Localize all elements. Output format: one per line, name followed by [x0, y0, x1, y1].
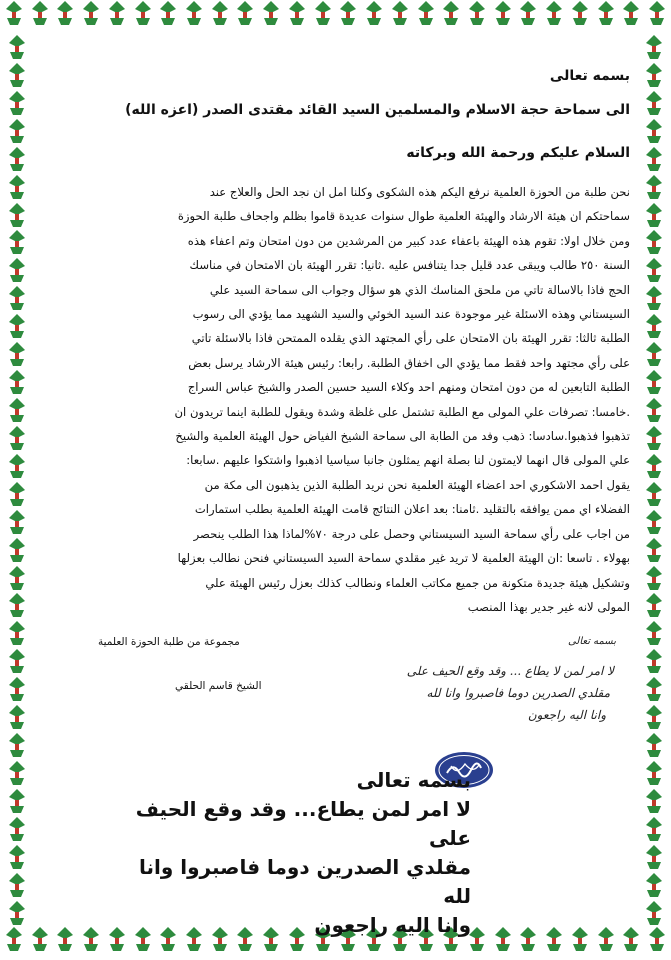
border-ornament [81, 926, 101, 952]
border-ornament [644, 648, 664, 674]
body-line: بهولاء . تاسعا :ان الهيئة العلمية لا تريد غير مقلدي سماحة السيد السيستاني فنحن نطالب بعزلها [177, 551, 630, 566]
border-ornament [7, 90, 27, 116]
border-ornament [184, 0, 204, 26]
border-ornament [7, 704, 27, 730]
border-ornament [644, 146, 664, 172]
body-line: يقول احمد الاشكوري احد اعضاء الهيئة العلمية نحن نريد الطلبة الذين يذهبون الى مكة من [204, 477, 630, 492]
border-ornament [261, 0, 281, 26]
border-ornament [644, 592, 664, 618]
border-ornament [644, 481, 664, 507]
border-ornament [7, 760, 27, 786]
border-ornament [4, 0, 24, 26]
border-ornament [647, 0, 667, 26]
border-ornament [7, 257, 27, 283]
quote-line: مقلدي الصدرين دوما فاصبروا وانا لله [138, 855, 471, 908]
border-ornament [81, 0, 101, 26]
border-ornament [518, 0, 538, 26]
border-ornament [107, 0, 127, 26]
border-ornament [7, 146, 27, 172]
border-ornament [644, 341, 664, 367]
typed-quote [131, 766, 471, 940]
border-ornament [644, 62, 664, 88]
body-line: المولى لانه غير جدير بهذا المنصب [467, 599, 630, 614]
border-ornament [7, 509, 27, 535]
border-ornament [493, 926, 513, 952]
border-ornament [644, 537, 664, 563]
handnote-line: وانا اليه راجعون [527, 708, 606, 722]
border-ornament [7, 341, 27, 367]
border-ornament [7, 425, 27, 451]
border-ornament [390, 0, 410, 26]
page-border-left [0, 34, 34, 926]
body-line: السيستاني وهذه الاسئلة غير موجودة عند السيد الخوئي والسيد الشهيد مما يؤدي الى رسوب [192, 307, 630, 322]
border-ornament [7, 62, 27, 88]
border-ornament [364, 0, 384, 26]
sender-group: مجموعة من طلبة الحوزة العلمية [98, 636, 240, 648]
body-line: الطلبة ثالثا: تقرر الهيئة بان الامتحان على رأي المجتهد الذي يقلده الممتحن فاذا بالاسئلة تاتي [191, 331, 630, 346]
handnote-line: لا امر لمن لا يطاع ... وقد وقع الحيف على [406, 664, 614, 678]
page-border-right [637, 34, 671, 926]
border-ornament [467, 0, 487, 26]
border-ornament [441, 0, 461, 26]
body-line: علي المولى قال انهما لايمتون لنا بصلة انهم يمثلون جانبا سياسيا اذهبوا واشتكوا عليهم .سابعا: [186, 453, 630, 468]
border-ornament [644, 676, 664, 702]
border-ornament [644, 90, 664, 116]
quote-line: لا امر لمن يطاع... وقد وقع الحيف على [135, 797, 471, 850]
quote-line: وانا اليه راجعون [314, 913, 471, 937]
border-ornament [644, 732, 664, 758]
border-ornament [210, 0, 230, 26]
border-ornament [644, 257, 664, 283]
border-ornament [133, 0, 153, 26]
border-ornament [7, 118, 27, 144]
border-ornament [7, 788, 27, 814]
page-border-top [0, 0, 671, 34]
border-ornament [7, 648, 27, 674]
border-ornament [30, 926, 50, 952]
border-ornament [416, 0, 436, 26]
border-ornament [644, 453, 664, 479]
border-ornament [644, 174, 664, 200]
border-ornament [644, 118, 664, 144]
border-ornament [518, 926, 538, 952]
border-ornament [7, 592, 27, 618]
border-ornament [644, 34, 664, 60]
handwritten-note [346, 636, 616, 732]
border-ornament [644, 872, 664, 898]
body-line: ومن خلال اولا: تقوم هذه الهيئة باعفاء عدد كبير من المرشدين من دون امتحان وتم اعفاء هذه [187, 233, 630, 248]
border-ornament [644, 565, 664, 591]
border-ornament [544, 926, 564, 952]
border-ornament [570, 0, 590, 26]
border-ornament [644, 900, 664, 926]
border-ornament [644, 704, 664, 730]
border-ornament [644, 369, 664, 395]
border-ornament [235, 0, 255, 26]
body-line: وتشكيل هيئة جديدة متكونة من جميع مكاتب العلماء ونطالب كذلك بعزل رئيس الهيئة علي [205, 575, 630, 590]
border-ornament [621, 926, 641, 952]
border-ornament [7, 537, 27, 563]
border-ornament [7, 34, 27, 60]
border-ornament [644, 816, 664, 842]
body-line: .خامسا: تصرفات علي المولى مع الطلبة تشتمل على غلظة وشدة ويقول للطلبة اينما تريدون ان [174, 404, 630, 419]
body-line: تذهبوا فذهبوا.سادسا: ذهب وفد من الطابة الى سماحة الشيخ الفياض حول الهيئة العلمية والشيخ [175, 429, 630, 444]
border-ornament [7, 872, 27, 898]
letter-addressee: الى سماحة حجة الاسلام والمسلمين السيد القائد مقتدى الصدر (اعزه الله) [125, 102, 630, 118]
body-line: سماحتكم ان هيئة الارشاد والهيئة العلمية طوال سنوات عديدة قاموا بظلم واجحاف طلبة الحوزة [177, 209, 630, 224]
border-ornament [158, 0, 178, 26]
border-ornament [7, 313, 27, 339]
letter [40, 60, 630, 640]
letter-greeting: السلام عليكم ورحمة الله وبركاته [406, 145, 630, 161]
border-ornament [55, 926, 75, 952]
handnote-line: مقلدي الصدرين دوما فاصبروا وانا لله [426, 686, 610, 700]
body-line: الحج فاذا بالاسالة تاتي من ملحق المناسك الذي هو سؤال وجواب الى سماحة السيد علي [209, 282, 630, 297]
border-ornament [644, 844, 664, 870]
border-ornament [644, 313, 664, 339]
border-ornament [621, 0, 641, 26]
border-ornament [647, 926, 667, 952]
letter-basmala: بسمه تعالى [549, 68, 630, 84]
border-ornament [596, 0, 616, 26]
border-ornament [644, 620, 664, 646]
border-ornament [7, 900, 27, 926]
border-ornament [55, 0, 75, 26]
body-line: الفضلاء اي ممن يوافقه بالتقليد .ثامنا: بعد اعلان النتائج قامت الهيئة العلمية بطلب استمارات [194, 502, 630, 517]
border-ornament [644, 285, 664, 311]
letter-body [40, 180, 630, 619]
border-ornament [644, 397, 664, 423]
border-ornament [7, 565, 27, 591]
border-ornament [7, 844, 27, 870]
border-ornament [644, 202, 664, 228]
border-ornament [287, 0, 307, 26]
border-ornament [7, 174, 27, 200]
body-line: على رأي مجتهد واحد فقط مما يؤدي الى اخفاق الطلبة. رابعا: رئيس هيئة الارشاد يرسل بعض [188, 355, 630, 370]
handnote-line: بسمه تعالى [567, 636, 616, 647]
border-ornament [7, 676, 27, 702]
border-ornament [7, 620, 27, 646]
body-line: نحن طلبة من الحوزة العلمية نرفع اليكم هذه الشكوى وكلنا امل ان نجد الحل والعلاج عند [209, 185, 630, 199]
border-ornament [644, 425, 664, 451]
body-line: الطلبة التابعين له من دون امتحان ومنهم احد وكلاء السيد حسين الصدر والشيخ عباس السراج [187, 380, 630, 395]
border-ornament [7, 202, 27, 228]
border-ornament [4, 926, 24, 952]
border-ornament [644, 760, 664, 786]
body-line: من اجاب على رأي سماحة السيد السيستاني وحصل على درجة ٧٠%لماذا هذا الطلب ينحصر [193, 526, 630, 541]
border-ornament [493, 0, 513, 26]
border-ornament [644, 229, 664, 255]
border-ornament [7, 732, 27, 758]
border-ornament [644, 788, 664, 814]
quote-line: بسمه تعالى [356, 768, 471, 792]
border-ornament [644, 509, 664, 535]
body-line: السنة ٢٥٠ طالب ويبقى عدد قليل جدا يتنافس عليه .ثانيا: تقرر الهيئة بان الامتحان في مناسك [189, 258, 630, 273]
border-ornament [7, 285, 27, 311]
border-ornament [544, 0, 564, 26]
border-ornament [107, 926, 127, 952]
border-ornament [7, 816, 27, 842]
border-ornament [7, 229, 27, 255]
border-ornament [570, 926, 590, 952]
border-ornament [30, 0, 50, 26]
border-ornament [7, 453, 27, 479]
border-ornament [313, 0, 333, 26]
border-ornament [338, 0, 358, 26]
border-ornament [7, 369, 27, 395]
border-ornament [7, 397, 27, 423]
border-ornament [596, 926, 616, 952]
border-ornament [7, 481, 27, 507]
sender-name: الشيخ قاسم الحلقي [175, 680, 262, 692]
